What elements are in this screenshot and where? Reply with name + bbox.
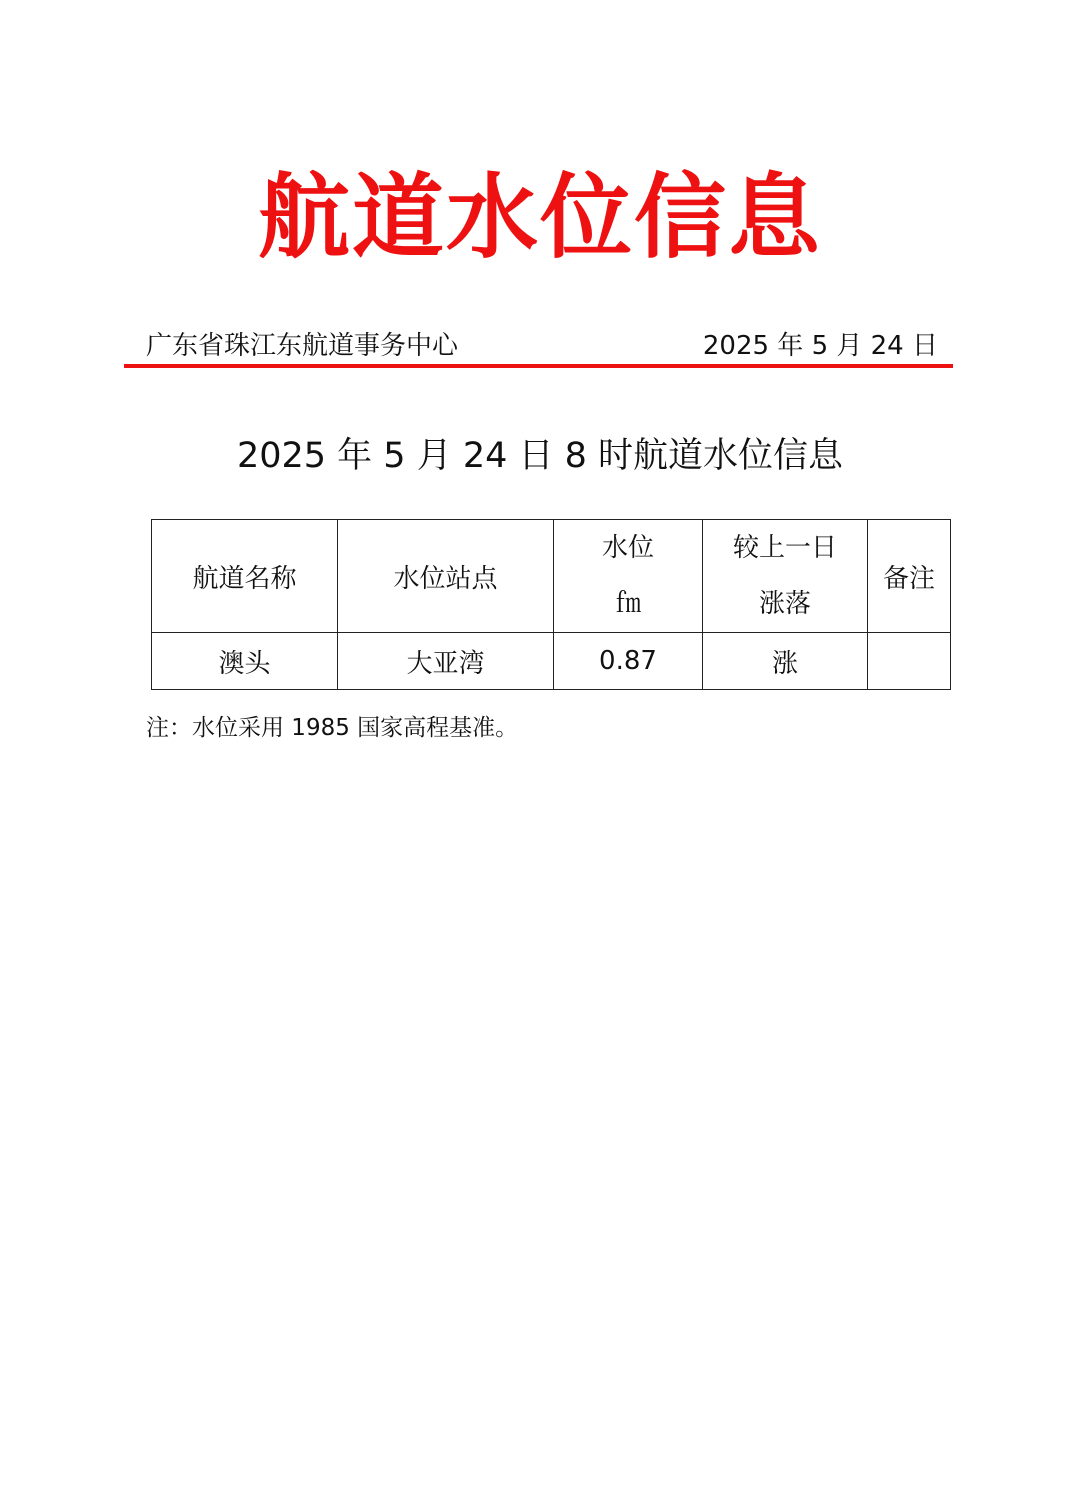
masthead-title: 航道水位信息	[257, 164, 822, 271]
water-level-table	[151, 519, 951, 690]
header-station	[338, 520, 554, 633]
cell-channel: 澳头	[152, 633, 338, 690]
header-station-label: 水位站点	[393, 563, 498, 594]
header-level-label: 水位	[601, 533, 654, 563]
issuer-row	[146, 328, 938, 364]
cell-remark	[868, 633, 951, 690]
header-level	[554, 520, 703, 633]
issue-date: 2025 年 5 月 24 日	[702, 331, 938, 361]
header-channel-label: 航道名称	[192, 563, 297, 594]
table-header-row	[152, 520, 951, 633]
header-remark-label: 备注	[882, 563, 935, 594]
header-channel	[152, 520, 338, 633]
header-remark	[868, 520, 951, 633]
cell-change: 涨	[703, 633, 868, 690]
header-change	[703, 520, 868, 633]
table-row	[152, 633, 951, 690]
cell-level: 0.87	[554, 633, 703, 690]
header-change-label-1: 较上一日	[732, 533, 837, 563]
footnote: 注：水位采用 1985 国家高程基准。	[146, 715, 519, 741]
report-title: 2025 年 5 月 24 日 8 时航道水位信息	[236, 436, 844, 476]
issuer-name: 广东省珠江东航道事务中心	[146, 331, 459, 361]
red-divider	[124, 364, 953, 368]
header-level-unit: ㎙	[614, 589, 641, 619]
header-change-label-2: 涨落	[758, 589, 811, 619]
cell-station: 大亚湾	[338, 633, 554, 690]
